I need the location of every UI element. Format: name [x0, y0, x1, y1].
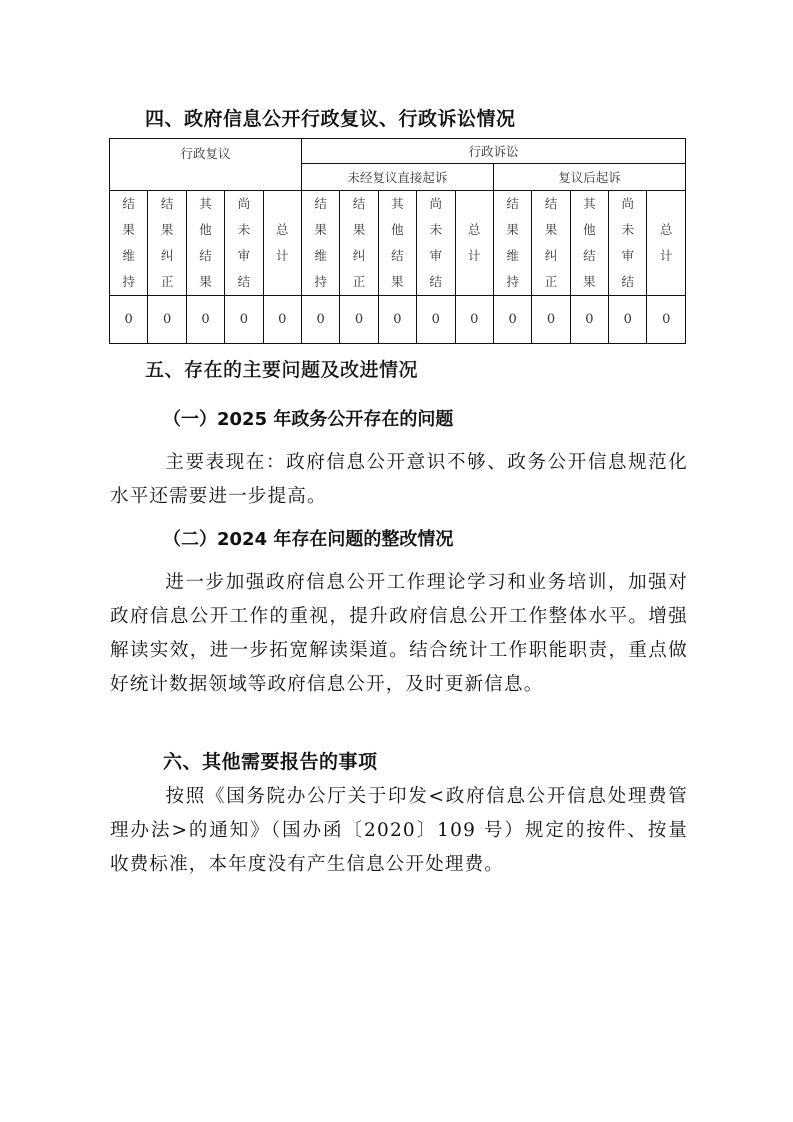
col-direct-total: 总计: [455, 191, 493, 296]
col-after-other: 其他结果: [570, 191, 608, 296]
col-after-total: 总计: [647, 191, 686, 296]
table-cell: 0: [301, 296, 339, 344]
col-after-pending: 尚未审结: [609, 191, 647, 296]
col-review-pending: 尚未审结: [225, 191, 263, 296]
table-cell: 0: [609, 296, 647, 344]
section6-heading: 六、其他需要报告的事项: [163, 751, 378, 773]
table-cell: 0: [340, 296, 378, 344]
table-cell: 0: [263, 296, 301, 344]
table-cell: 0: [532, 296, 570, 344]
header-admin-review: 行政复议: [110, 139, 302, 191]
header-suit-after-review: 复议后起诉: [493, 164, 685, 191]
col-after-upheld: 结果维持: [493, 191, 531, 296]
col-direct-other: 其他结果: [378, 191, 416, 296]
col-review-other: 其他结果: [186, 191, 224, 296]
col-direct-corrected: 结果纠正: [340, 191, 378, 296]
col-after-corrected: 结果纠正: [532, 191, 570, 296]
header-admin-litigation: 行政诉讼: [301, 139, 685, 164]
table-cell: 0: [110, 296, 148, 344]
col-review-upheld: 结果维持: [110, 191, 148, 296]
table-cell: 0: [378, 296, 416, 344]
table-header-row-1: [110, 139, 686, 164]
header-direct-suit: 未经复议直接起诉: [301, 164, 493, 191]
table-cell: 0: [647, 296, 686, 344]
table-cell: 0: [455, 296, 493, 344]
table-cell: 0: [493, 296, 531, 344]
col-direct-pending: 尚未审结: [417, 191, 455, 296]
table-row: [110, 296, 686, 344]
table-cell: 0: [417, 296, 455, 344]
table-cell: 0: [570, 296, 608, 344]
section5-sub2-heading: （二）2024 年存在问题的整改情况: [163, 529, 454, 550]
section5-sub1-body: 主要表现在：政府信息公开意识不够、政务公开信息规范化水平还需要进一步提高。: [110, 452, 688, 507]
col-review-corrected: 结果纠正: [148, 191, 186, 296]
col-direct-upheld: 结果维持: [301, 191, 339, 296]
table-cell: 0: [186, 296, 224, 344]
table-cell: 0: [148, 296, 186, 344]
table-header-row-3: [110, 191, 686, 296]
section5-heading: 五、存在的主要问题及改进情况: [145, 359, 419, 381]
section5-sub1-heading: （一）2025 年政务公开存在的问题: [163, 409, 454, 430]
section6-body: 按照《国务院办公厅关于印发<政府信息公开信息处理费管理办法>的通知》（国办函〔2020〕109 号）规定的按件、按量收费标准，本年度没有产生信息公开处理费。: [110, 786, 688, 875]
col-review-total: 总计: [263, 191, 301, 296]
section4-heading: 四、政府信息公开行政复议、行政诉讼情况: [145, 108, 516, 130]
section5-sub2-body: 进一步加强政府信息公开工作理论学习和业务培训，加强对政府信息公开工作的重视，提升政府信息公开工作整体水平。增强解读实效，进一步拓宽解读渠道。结合统计工作职能职责，重点做好统计数据领域等政府信息公开，及时更新信息。: [110, 572, 688, 695]
table-cell: 0: [225, 296, 263, 344]
review-litigation-table: [109, 138, 686, 344]
